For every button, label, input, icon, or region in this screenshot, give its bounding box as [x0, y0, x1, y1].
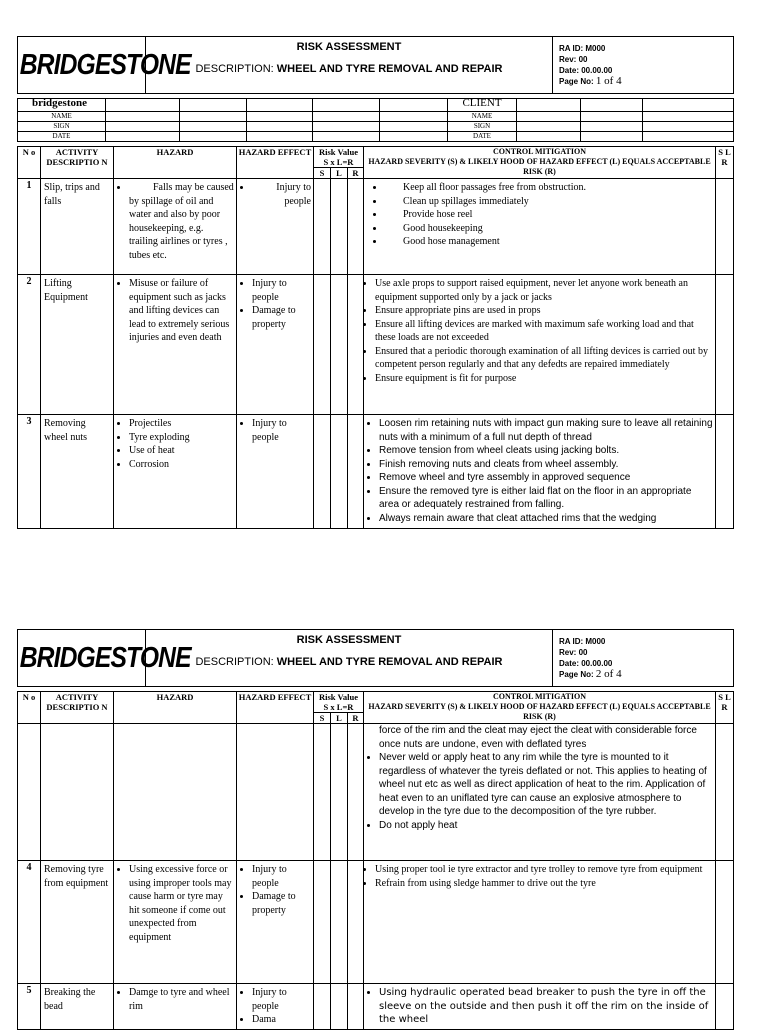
- revision: Rev: 00: [559, 55, 588, 64]
- col-risk-value: Risk Value S x L=R: [314, 692, 364, 713]
- document-title: RISK ASSESSMENT: [296, 41, 402, 53]
- table-row: force of the rim and the cleat may eject the cleat with considerable force once nuts are undone, even with deflated tyres • Never weld or apply heat to any rim while the tyre is mounted to it regardless of whatever the tyreis deflated or not. This applies to heating of wheel nut etc as well as direct application of heat to the rim. Application of heat even to an uniflated tyre can cause an explosive atmosphere to develop in the tyre due to the decomposition of the tyre rubber. • Do not apply heat: [18, 724, 734, 861]
- ra-id: RA ID: M000: [559, 637, 606, 646]
- table-row: 4 Removing tyre from equipment • Using excessive force or using improper tools may cause harm or tyre may hit someone if come out unexpected from equipment • Injury to people • Damage to property • Using proper tool ie tyre extractor and tyre trolley to remove tyre from equipment • Refrain from using sledge hammer to drive out the tyre: [18, 861, 734, 984]
- col-hazard: HAZARD: [114, 147, 237, 179]
- col-effect: HAZARD EFFECT: [237, 692, 314, 724]
- risk-table: N o ACTIVITY DESCRIPTIO N HAZARD HAZARD EFFECT Risk Value S x L=R CONTROL MITIGATION HAZARD SEVERITY (S) & LIKELY HOOD OF HAZARD EFFECT (L) EQUALS ACCEPTABLE RISK (R) S L R S L R 1 Slip, trips and falls • Falls may be caused by spillage of oil and water and also by poor housekeeping, e.g. trailing airlines or tyres , tubes etc. • Injury to people • Keep all floor passages free from obstruction. • Clean up spillages immediately • Provide hose reel • Good housekeeping • Good hose management 2 Lifting Equipment • Misuse or failure of equipment such as jacks and lifting devices can lead to extremely serious injuries and even death • Injury to people • Damage to property • Use axle props to support raised equipment, never let anyone work beneath an equipment supported only by a jack or jacks • Ensure appropriate pins are used in props • Ensure all lifting devices are marked with maximum safe working load and that these loads are not exceeded • Ensured that a periodic thorough examination of all lifting devices is carried out by competent person regularly and that any defedts are repaired immediately • Ensure equipment is fit for purpose 3 Removing wheel nuts • Projectiles • Tyre exploding • Use of heat • Corrosion • Injury to people • Loosen rim retaining nuts with impact gun making sure to leave all retaining nuts with a minimum of a full nut depth of thread • Remove tension from wheel cleats using jacking bolts. • Finish removing nuts and cleats from wheel assembly. • Remove wheel and tyre assembly in approved sequence • Ensure the removed tyre is either laid flat on the floor in an appropriate area or adequately restrained from falling. • Always remain aware that cleat attached rims that the wedging: [17, 146, 734, 529]
- col-control: CONTROL MITIGATION HAZARD SEVERITY (S) & LIKELY HOOD OF HAZARD EFFECT (L) EQUALS ACCEPTABLE RISK (R): [364, 692, 716, 724]
- document-description: DESCRIPTION: WHEEL AND TYRE REMOVAL AND REPAIR: [195, 656, 503, 668]
- col-activity: ACTIVITY DESCRIPTIO N: [41, 692, 114, 724]
- page-number: Page No: 2 of 4: [559, 668, 622, 680]
- table-row: 5 Breaking the bead • Damge to tyre and wheel rim • Injury to people • Dama • Using hydraulic operated bead breaker to push the tyre in off the sleeve on the outside and then push it off the rim on the inside of the wheel: [18, 984, 734, 1030]
- col-slr: S L R: [716, 692, 734, 724]
- doc-date: Date: 00.00.00: [559, 66, 613, 75]
- document-description: DESCRIPTION: WHEEL AND TYRE REMOVAL AND REPAIR: [195, 63, 503, 75]
- col-effect: HAZARD EFFECT: [237, 147, 314, 179]
- document-meta: [553, 630, 734, 687]
- col-risk-value: Risk Value S x L=R: [314, 147, 364, 168]
- table-row: 3 Removing wheel nuts • Projectiles • Tyre exploding • Use of heat • Corrosion • Injury to people • Loosen rim retaining nuts with impact gun making sure to leave all retaining nuts with a minimum of a full nut depth of thread • Remove tension from wheel cleats using jacking bolts. • Finish removing nuts and cleats from wheel assembly. • Remove wheel and tyre assembly in approved sequence • Ensure the removed tyre is either laid flat on the floor in an appropriate area or adequately restrained from falling. • Always remain aware that cleat attached rims that the wedging: [18, 415, 734, 529]
- client-label: CLIENT: [448, 99, 517, 112]
- continued-text: force of the rim and the cleat may eject the cleat with considerable force once nuts are undone, even with deflated tyres: [379, 725, 697, 750]
- page-number: Page No: 1 of 4: [559, 75, 622, 87]
- company-logo: BRIDGESTONE: [18, 37, 146, 94]
- document-meta: [553, 37, 734, 94]
- doc-date: Date: 00.00.00: [559, 659, 613, 668]
- company-name: bridgestone: [18, 99, 106, 112]
- document-header: [17, 629, 734, 687]
- ra-id: RA ID: M000: [559, 44, 606, 53]
- risk-assessment-page-1: [17, 36, 734, 529]
- revision: Rev: 00: [559, 648, 588, 657]
- document-title: RISK ASSESSMENT: [296, 634, 402, 646]
- company-logo: BRIDGESTONE: [18, 630, 146, 687]
- col-no: N o: [18, 147, 41, 179]
- signoff-table: bridgestone CLIENT NAME NAME SIGN SIGN DATE DATE: [17, 98, 734, 142]
- table-row: 2 Lifting Equipment • Misuse or failure of equipment such as jacks and lifting devices can lead to extremely serious injuries and even death • Injury to people • Damage to property • Use axle props to support raised equipment, never let anyone work beneath an equipment supported only by a jack or jacks • Ensure appropriate pins are used in props • Ensure all lifting devices are marked with maximum safe working load and that these loads are not exceeded • Ensured that a periodic thorough examination of all lifting devices is carried out by competent person regularly and that any defedts are repaired immediately • Ensure equipment is fit for purpose: [18, 275, 734, 415]
- col-activity: ACTIVITY DESCRIPTIO N: [41, 147, 114, 179]
- col-slr: S L R: [716, 147, 734, 179]
- document-header: [17, 36, 734, 94]
- risk-assessment-page-2: [17, 629, 734, 1030]
- risk-table: N o ACTIVITY DESCRIPTIO N HAZARD HAZARD EFFECT Risk Value S x L=R CONTROL MITIGATION HAZARD SEVERITY (S) & LIKELY HOOD OF HAZARD EFFECT (L) EQUALS ACCEPTABLE RISK (R) S L R S L R force of the rim and the cleat may eject the cleat with considerable force once nuts are undone, even with deflated tyres • Never weld or apply heat to any rim while the tyre is mounted to it regardless of whatever the tyreis deflated or not. This applies to heating of wheel nut etc as well as direct application of heat to the rim. Application of heat even to an uniflated tyre can cause an explosive atmosphere to develop in the tyre due to the decomposition of the tyre rubber. • Do not apply heat 4 Removing tyre from equipment • Using excessive force or using improper tools may cause harm or tyre may hit someone if come out unexpected from equipment • Injury to people • Damage to property • Using proper tool ie tyre extractor and tyre trolley to remove tyre from equipment • Refrain from using sledge hammer to drive out the tyre 5 Breaking the bead • Damge to tyre and wheel rim • Injury to people • Dama • Using hydraulic operated bead breaker to push the tyre in off the sleeve on the outside and then push it off the rim on the inside of the wheel: [17, 691, 734, 1030]
- col-no: N o: [18, 692, 41, 724]
- col-hazard: HAZARD: [114, 692, 237, 724]
- col-control: CONTROL MITIGATION HAZARD SEVERITY (S) & LIKELY HOOD OF HAZARD EFFECT (L) EQUALS ACCEPTABLE RISK (R): [364, 147, 716, 179]
- table-row: 1 Slip, trips and falls • Falls may be caused by spillage of oil and water and also by poor housekeeping, e.g. trailing airlines or tyres , tubes etc. • Injury to people • Keep all floor passages free from obstruction. • Clean up spillages immediately • Provide hose reel • Good housekeeping • Good hose management: [18, 179, 734, 275]
